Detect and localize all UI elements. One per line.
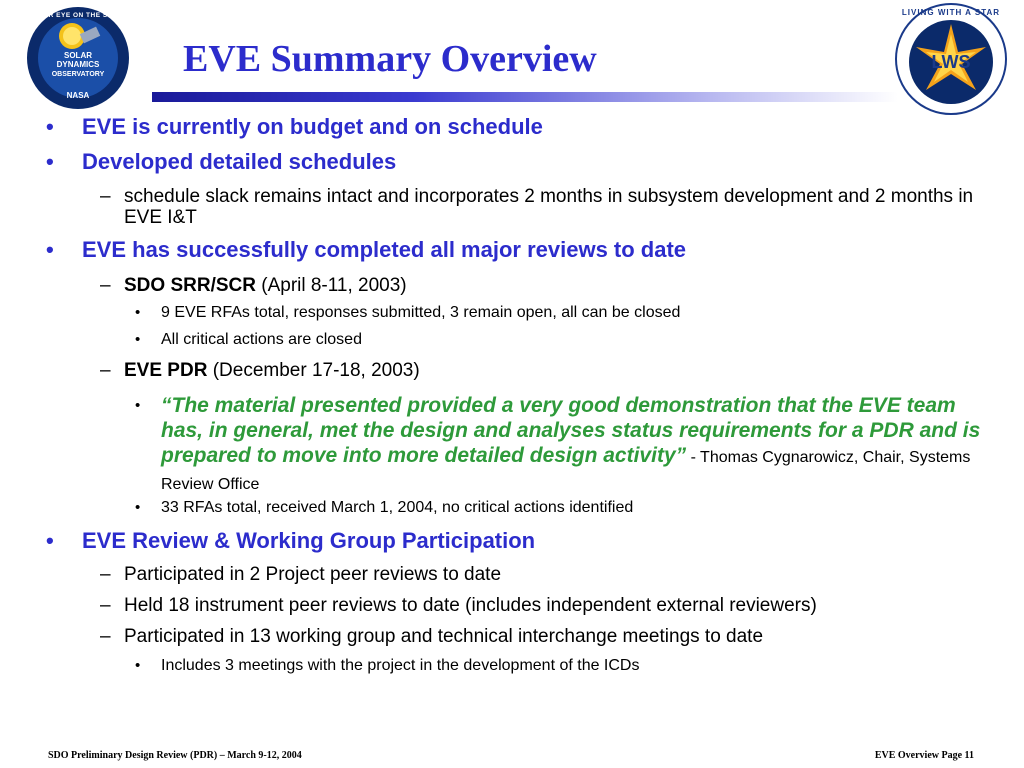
subsub-pdr-rfas: [135, 498, 991, 517]
sdo-logo-ring-text: OUR EYE ON THE SUN: [37, 12, 119, 19]
sdo-logo: [26, 6, 130, 110]
sub-pdr-bold: EVE PDR: [124, 360, 208, 381]
footer-left: SDO Preliminary Design Review (PDR) – March 9-12, 2004: [48, 750, 302, 761]
subsub-icd-meetings-text: Includes 3 meetings with the project in the development of the ICDs: [161, 657, 640, 674]
lws-logo-ring-text: LIVING WITH A STAR: [901, 8, 1001, 17]
sub-srr: [100, 275, 994, 296]
sub-srr-dates: (April 8-11, 2003): [255, 275, 407, 296]
bullet-reviews: [46, 237, 687, 263]
lws-logo-center: LWS: [931, 52, 971, 72]
subsub-srr-rfas-text: 9 EVE RFAs total, responses submitted, 3 remain open, all can be closed: [161, 304, 681, 321]
bullet-icon: •: [135, 397, 141, 414]
sdo-logo-line3: OBSERVATORY: [51, 71, 105, 78]
dash-icon: –: [100, 564, 111, 585]
subsub-pdr-rfas-text: 33 RFAs total, received March 1, 2004, no critical actions identified: [161, 499, 634, 516]
bullet-schedules: [46, 149, 397, 175]
bullet-participation-text: EVE Review & Working Group Participation: [82, 528, 536, 553]
bullet-icon: •: [46, 149, 54, 174]
sub-slack-text: schedule slack remains intact and incorporates 2 months in subsystem development and 2 months in EVE I&T: [124, 186, 974, 228]
subsub-pdr-quote: [135, 393, 991, 497]
sdo-logo-agency: NASA: [66, 91, 90, 100]
sub-working-groups-text: Participated in 13 working group and technical interchange meetings to date: [124, 626, 764, 647]
bullet-participation: [46, 528, 536, 554]
subsub-srr-rfas: [135, 303, 991, 322]
bullet-budget: [46, 114, 543, 140]
bullet-icon: •: [135, 499, 141, 516]
sub-working-groups: [100, 626, 994, 647]
sun-core-icon: [63, 27, 81, 45]
sub-slack: [100, 186, 994, 228]
sdo-logo-line2: DYNAMICS: [56, 60, 100, 69]
bullet-icon: •: [135, 331, 141, 348]
bullet-icon: •: [46, 114, 54, 139]
footer-page-number: EVE Overview Page 11: [874, 750, 974, 761]
bullet-budget-text: EVE is currently on budget and on schedule: [82, 114, 543, 139]
dash-icon: –: [100, 275, 111, 296]
sub-peer-instrument: [100, 595, 994, 616]
page-title: EVE Summary Overview: [183, 38, 597, 80]
bullet-icon: •: [135, 657, 141, 674]
sub-peer-project-text: Participated in 2 Project peer reviews to date: [124, 564, 502, 585]
sub-peer-instrument-text: Held 18 instrument peer reviews to date (includes independent external reviewers): [124, 595, 817, 616]
dash-icon: –: [100, 595, 111, 616]
dash-icon: –: [100, 186, 111, 207]
title-underline: [152, 92, 898, 102]
bullet-icon: •: [46, 237, 54, 262]
pdr-quote-text: “The material presented provided a very good demonstration that the EVE team has, in general, met the design and analyses status requirements for a PDR and is prepared to move into more detailed design activity”: [161, 394, 981, 467]
subsub-icd-meetings: [135, 656, 991, 675]
dash-icon: –: [100, 360, 111, 381]
subsub-srr-actions: [135, 330, 991, 349]
bullet-schedules-text: Developed detailed schedules: [82, 149, 397, 174]
sdo-logo-line1: SOLAR: [64, 51, 92, 60]
sub-pdr: [100, 360, 994, 381]
bullet-reviews-text: EVE has successfully completed all major reviews to date: [82, 237, 687, 262]
sub-peer-project: [100, 564, 994, 585]
sub-pdr-dates: (December 17-18, 2003): [207, 360, 420, 381]
bullet-icon: •: [46, 528, 54, 553]
sub-srr-bold: SDO SRR/SCR: [124, 275, 256, 296]
dash-icon: –: [100, 626, 111, 647]
lws-logo: [894, 2, 1008, 116]
subsub-srr-actions-text: All critical actions are closed: [161, 331, 362, 348]
bullet-icon: •: [135, 304, 141, 321]
pdr-quote-attribution: - Thomas Cygnarowicz, Chair, Systems Review Office: [161, 449, 971, 493]
